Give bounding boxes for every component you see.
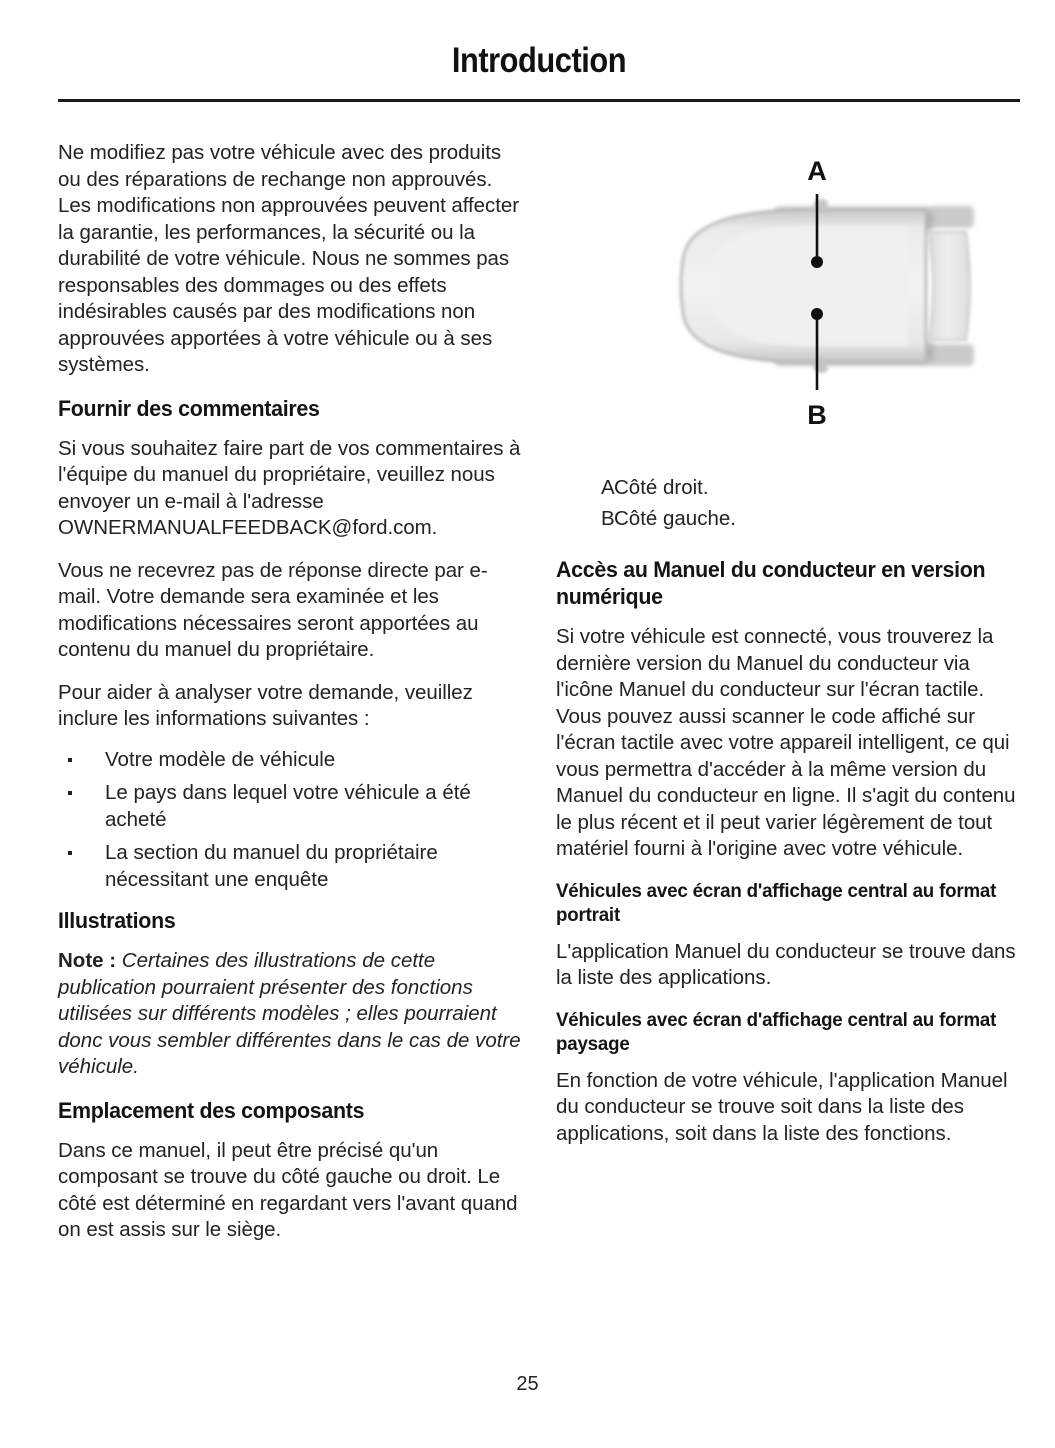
- heading-format-paysage: Véhicules avec écran d'affichage central au format paysage: [556, 1008, 997, 1055]
- digital-access-paragraph: Si votre véhicule est connecté, vous trouverez la dernière version du Manuel du conducteur via l'icône Manuel du conducteur sur l'écran tactile. Vous pouvez aussi scanner le code affiché sur l'écran tactile avec votre appareil intelligent, ce qui vous permettra d'accéder à la même version du Manuel du conducteur en ligne. Il s'agit du contenu le plus récent et il peut varier légèrement de tout matériel fourni à l'origine avec votre véhicule.: [556, 625, 1016, 860]
- feedback-paragraph-3: Pour aider à analyser votre demande, veuillez inclure les informations suivantes :: [58, 680, 473, 730]
- callout-b-label: B: [807, 400, 827, 430]
- callout-a-label: A: [807, 156, 827, 186]
- legend-row-b: [556, 503, 1020, 534]
- cabin-section: [928, 232, 970, 340]
- page-header: [58, 42, 1020, 81]
- right-column: [556, 140, 1020, 1260]
- left-column: [58, 140, 522, 1260]
- legend-key: A: [601, 476, 615, 499]
- legend-row-a: [556, 472, 1020, 503]
- note-text: Certaines des illustrations de cette publication pourraient présenter des fonctions utilisées sur différents modèles ; elles pourraient donc vous sembler différentes dans le cas de votre véhicule.: [58, 949, 521, 1078]
- list-item: [58, 840, 522, 893]
- vehicle-top-view-illustration: [556, 140, 1020, 460]
- feedback-bullet-list: [58, 747, 522, 894]
- vehicle-diagram-svg: [556, 140, 1020, 460]
- header-divider-rule: [58, 99, 1020, 102]
- callout-legend: [556, 472, 1020, 534]
- page-footer: [0, 1373, 1055, 1396]
- bullet-square-icon: [68, 791, 72, 795]
- list-item: [58, 780, 522, 833]
- list-item-label: Votre modèle de véhicule: [105, 747, 336, 771]
- list-item-label: Le pays dans lequel votre véhicule a été acheté: [105, 781, 471, 831]
- callout-a-dot: [811, 256, 823, 268]
- legend-value: Côté droit.: [614, 476, 709, 499]
- two-column-body: [58, 140, 1020, 1260]
- feedback-paragraph-2: Vous ne recevrez pas de réponse directe par e-mail. Votre demande sera examinée et les modifications nécessaires seront apportées au contenu du manuel du propriétaire.: [58, 558, 488, 661]
- feedback-paragraph-1: Si vous souhaitez faire part de vos commentaires à l'équipe du manuel du propriétaire, veuillez nous envoyer un e-mail à l'adresse OWNERMANUALFEEDBACK@ford.com.: [58, 436, 521, 539]
- legend-value: Côté gauche.: [614, 507, 736, 530]
- heading-acces-manuel-numerique: Accès au Manuel du conducteur en version numérique: [556, 557, 986, 609]
- legend-key: B: [601, 507, 615, 530]
- bullet-square-icon: [68, 851, 72, 855]
- components-paragraph: Dans ce manuel, il peut être précisé qu'un composant se trouve du côté gauche ou droit. Le côté est déterminé en regardant vers l'avant quand on est assis sur le siège.: [58, 1138, 518, 1241]
- roof-panel: [712, 226, 909, 346]
- list-item: [58, 747, 522, 774]
- heading-fournir-des-commentaires: Fournir des commentaires: [58, 395, 320, 421]
- heading-emplacement-des-composants: Emplacement des composants: [58, 1097, 365, 1123]
- portrait-paragraph: L'application Manuel du conducteur se trouve dans la liste des applications.: [556, 939, 1016, 989]
- heading-illustrations: Illustrations: [58, 908, 176, 933]
- landscape-paragraph: En fonction de votre véhicule, l'application Manuel du conducteur se trouve soit dans la liste des applications, soit dans la liste des fonctions.: [556, 1068, 1008, 1145]
- bullet-square-icon: [68, 758, 72, 762]
- page-number: 25: [516, 1373, 539, 1395]
- heading-format-portrait: Véhicules avec écran d'affichage central au format portrait: [556, 879, 997, 926]
- intro-paragraph: Ne modifiez pas votre véhicule avec des produits ou des réparations de rechange non approuvés. Les modifications non approuvées peuvent affecter la garantie, les performances, la sécurité ou la durabilité de votre véhicule. Nous ne sommes pas responsables des dommages ou des effets indésirables causés par des modifications non approuvées apportées à votre véhicule ou à ses systèmes.: [58, 141, 520, 376]
- note-label: Note :: [58, 949, 117, 972]
- page-title: Introduction: [451, 41, 627, 80]
- list-item-label: La section du manuel du propriétaire nécessitant une enquête: [105, 841, 438, 891]
- illustrations-note: [58, 948, 522, 1081]
